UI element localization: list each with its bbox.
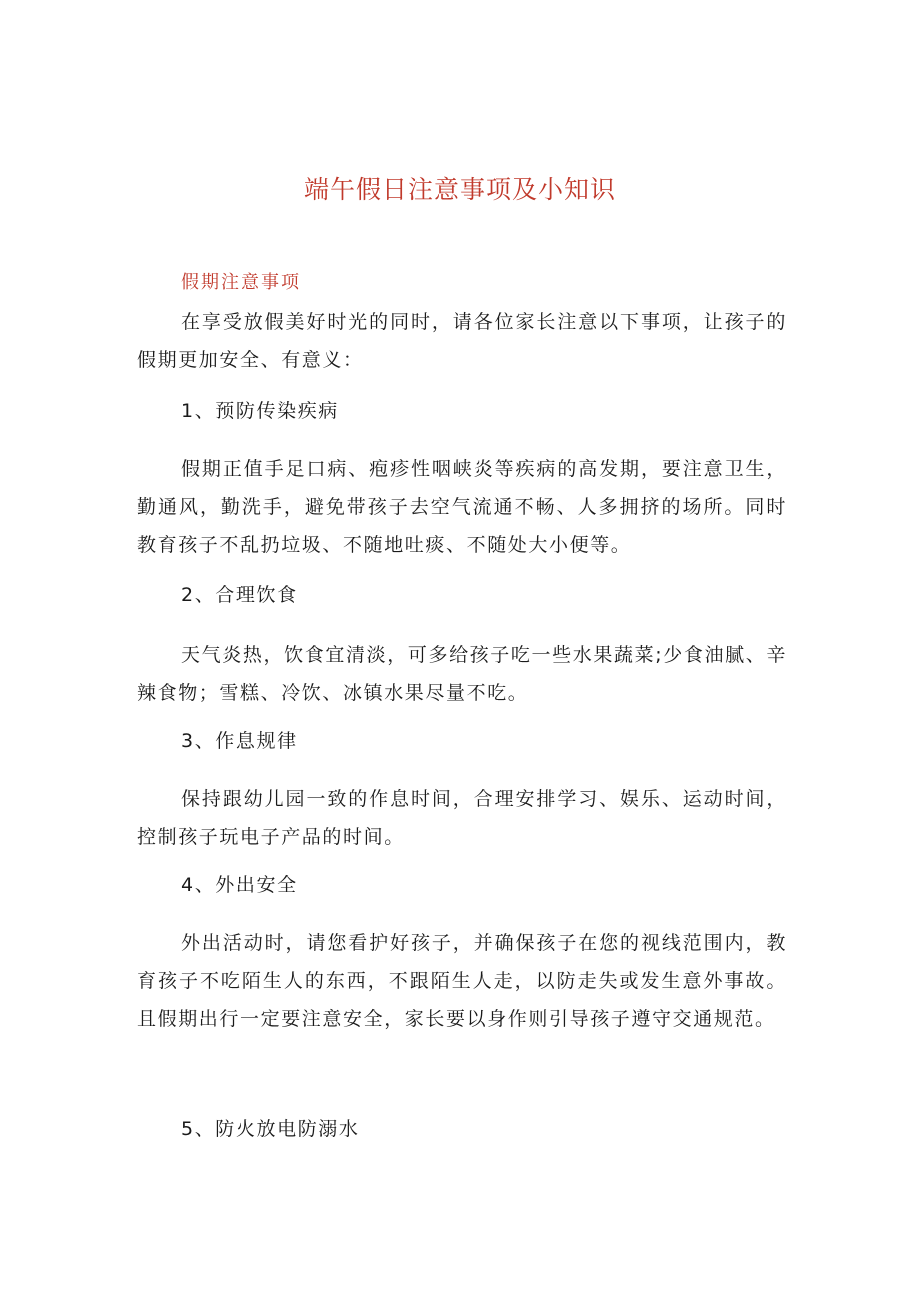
intro-paragraph: 在享受放假美好时光的同时，请各位家长注意以下事项，让孩子的假期更加安全、有意义：	[137, 311, 787, 371]
item-heading-disease-prevention: 1、预防传染疾病	[181, 400, 339, 422]
item-body-disease-prevention: 假期正值手足口病、疱疹性咽峡炎等疾病的高发期，要注意卫生，勤通风，勤洗手，避免带孩子去空气流通不畅、人多拥挤的场所。同时教育孩子不乱扔垃圾、不随地吐痰、不随处大小便等。	[137, 458, 787, 556]
item-body-routine: 保持跟幼儿园一致的作息时间，合理安排学习、娱乐、运动时间，控制孩子玩电子产品的时间。	[137, 788, 787, 848]
item-heading-diet: 2、合理饮食	[181, 584, 298, 606]
item-heading-outdoor-safety: 4、外出安全	[181, 874, 298, 896]
item-heading-routine: 3、作息规律	[181, 730, 298, 752]
item-heading-fire-electric-water: 5、防火放电防溺水	[181, 1118, 360, 1140]
item-body-diet: 天气炎热，饮食宜清淡，可多给孩子吃一些水果蔬菜;少食油腻、辛辣食物；雪糕、冷饮、冰镇水果尽量不吃。	[137, 644, 787, 704]
section-heading: 假期注意事项	[181, 272, 301, 293]
item-body-outdoor-safety: 外出活动时，请您看护好孩子，并确保孩子在您的视线范围内，教育孩子不吃陌生人的东西，不跟陌生人走，以防走失或发生意外事故。且假期出行一定要注意安全，家长要以身作则引导孩子遵守交通规范。	[137, 932, 787, 1030]
page-title: 端午假日注意事项及小知识	[303, 175, 616, 204]
